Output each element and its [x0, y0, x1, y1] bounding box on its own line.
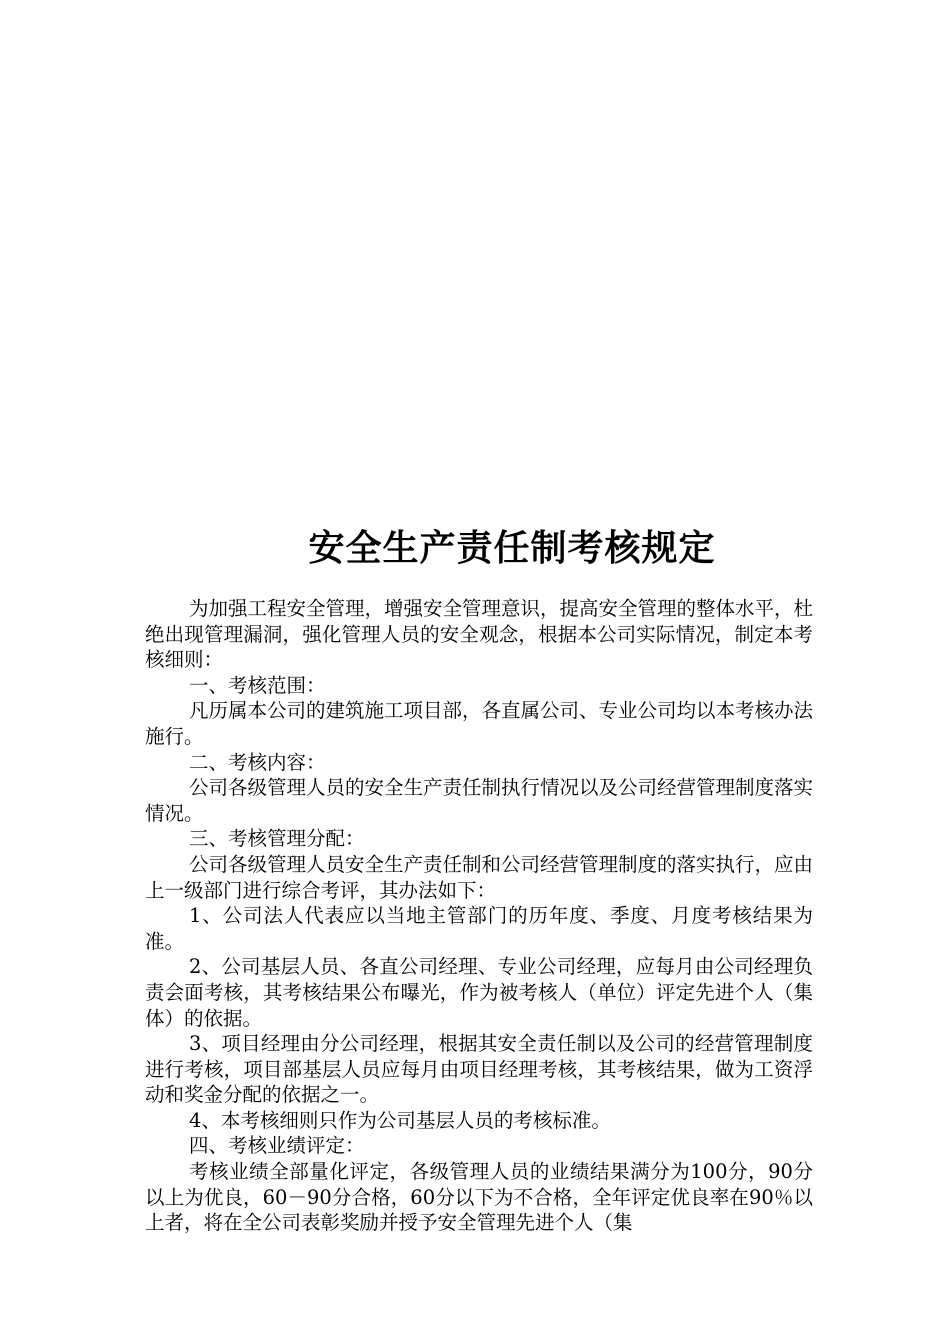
list-item-1: 1、公司法人代表应以当地主管部门的历年度、季度、月度考核结果为准。 [145, 904, 813, 953]
list-item-3: 3、项目经理由分公司经理，根据其安全责任制以及公司的经营管理制度进行考核，项目部基层人员应每月由项目经理考核，其考核结果，做为工资浮动和奖金分配的依据之一。 [145, 1032, 813, 1107]
heading-content: 二、考核内容： [189, 750, 326, 774]
paragraph-management: 公司各级管理人员安全生产责任制和公司经营管理制度的落实执行，应由上一级部门进行综合考评，其办法如下： [145, 852, 814, 902]
paragraph-intro: 为加强工程安全管理，增强安全管理意识，提高安全管理的整体水平，杜绝出现管理漏洞，强化管理人员的安全观念，根据本公司实际情况，制定本考核细则： [145, 597, 814, 672]
paragraph-scope: 凡历属本公司的建筑施工项目部，各直属公司、专业公司均以本考核办法施行。 [145, 699, 814, 748]
document-body [145, 596, 813, 1236]
heading-management: 三、考核管理分配： [189, 827, 365, 851]
document-title: 安全生产责任制考核规定 [308, 527, 716, 569]
heading-scope: 一、考核范围： [189, 673, 326, 697]
paragraph-evaluation: 考核业绩全部量化评定，各级管理人员的业绩结果满分为100分，90分以上为优良，60－90分合格，60分以下为不合格，全年评定优良率在90％以上者，将在全公司表彰奖励并授予安全管理先进个人（集 [145, 1160, 813, 1235]
paragraph-content: 公司各级管理人员的安全生产责任制执行情况以及公司经营管理制度落实情况。 [145, 776, 814, 825]
list-item-4: 4、本考核细则只作为公司基层人员的考核标准。 [189, 1108, 611, 1132]
heading-evaluation: 四、考核业绩评定： [189, 1134, 365, 1158]
list-item-2: 2、公司基层人员、各直公司经理、专业公司经理，应每月由公司经理负责会面考核，其考核结果公布曝光，作为被考核人（单位）评定先进个人（集体）的依据。 [145, 955, 813, 1030]
